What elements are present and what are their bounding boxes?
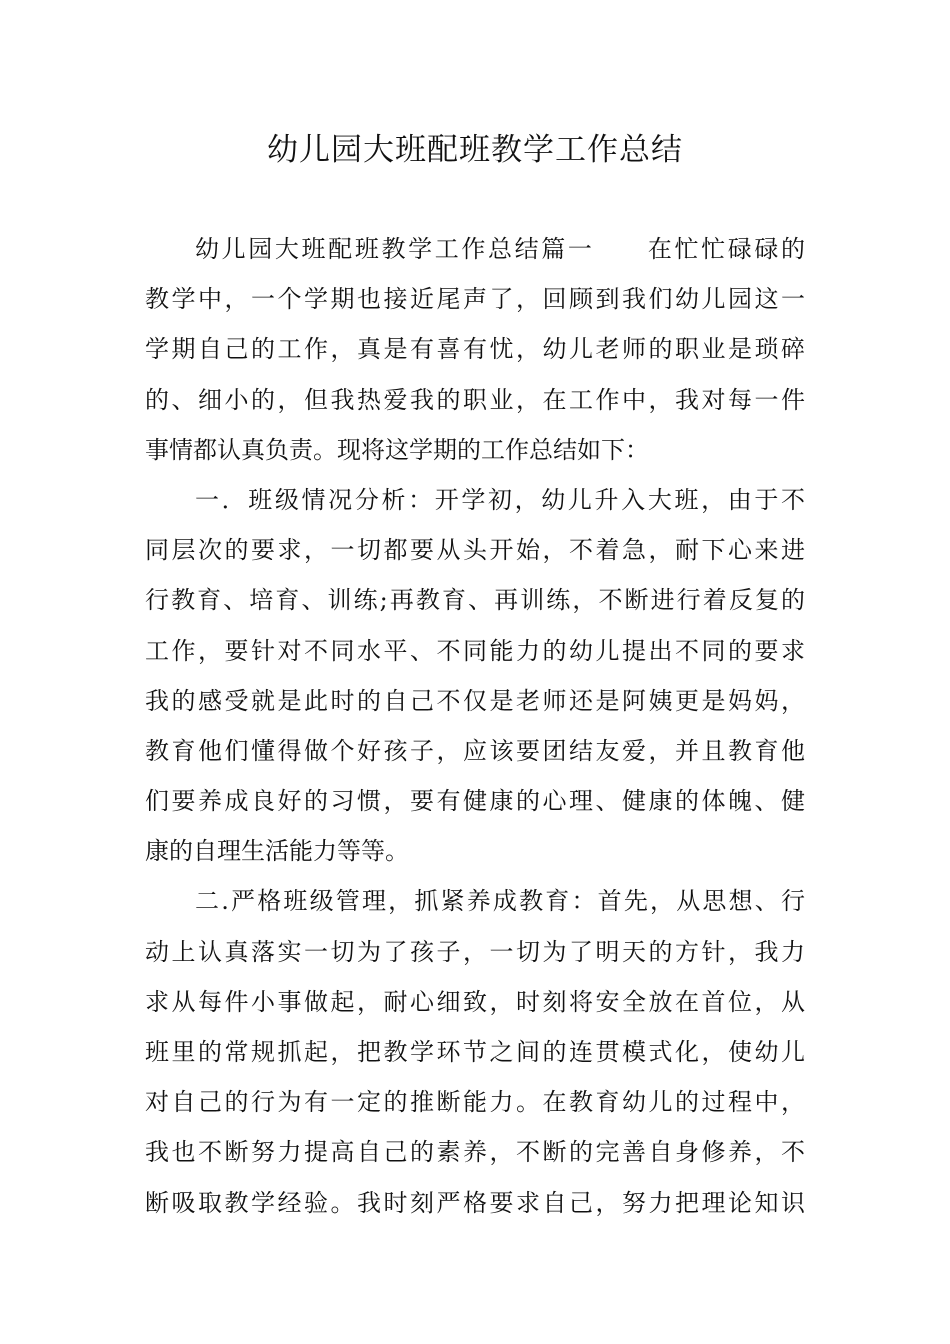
text-line: 我也不断努力提高自己的素养，不断的完善自身修养，不 [145, 1138, 805, 1167]
text-line: 动上认真落实一切为了孩子，一切为了明天的方针，我力 [145, 937, 805, 966]
document-title: 幼儿园大班配班教学工作总结 [267, 132, 683, 168]
text-line: 求从每件小事做起，耐心细致，时刻将安全放在首位，从 [145, 987, 805, 1016]
text-line: 康的自理生活能力等等。 [145, 837, 409, 866]
text-line: 班里的常规抓起，把教学环节之间的连贯模式化，使幼儿 [145, 1038, 805, 1066]
text-line: 二.严格班级管理，抓紧养成教育：首先，从思想、行 [195, 887, 805, 916]
text-line: 行教育、培育、训练;再教育、再训练，不断进行着反复的 [145, 586, 805, 615]
text-line: 事情都认真负责。现将这学期的工作总结如下： [145, 435, 649, 464]
text-line: 幼儿园大班配班教学工作总结篇一 在忙忙碌碌的 [195, 235, 805, 263]
text-line: 同层次的要求，一切都要从头开始，不着急，耐下心来进 [145, 536, 805, 565]
text-line: 我的感受就是此时的自己不仅是老师还是阿姨更是妈妈， [145, 686, 805, 715]
text-line: 教育他们懂得做个好孩子，应该要团结友爱，并且教育他 [145, 736, 805, 765]
text-line: 一．班级情况分析：开学初，幼儿升入大班，由于不 [195, 485, 805, 514]
text-line: 学期自己的工作，真是有喜有忧，幼儿老师的职业是琐碎 [145, 335, 805, 364]
text-line: 教学中，一个学期也接近尾声了，回顾到我们幼儿园这一 [145, 285, 805, 314]
text-line: 工作，要针对不同水平、不同能力的幼儿提出不同的要求 [145, 636, 805, 665]
text-line: 们要养成良好的习惯，要有健康的心理、健康的体魄、健 [145, 787, 805, 816]
document-body [145, 224, 805, 1228]
text-line: 对自己的行为有一定的推断能力。在教育幼儿的过程中， [145, 1088, 805, 1117]
text-line: 断吸取教学经验。我时刻严格要求自己，努力把理论知识 [145, 1188, 805, 1217]
text-line: 的、细小的，但我热爱我的职业，在工作中，我对每一件 [145, 385, 805, 414]
